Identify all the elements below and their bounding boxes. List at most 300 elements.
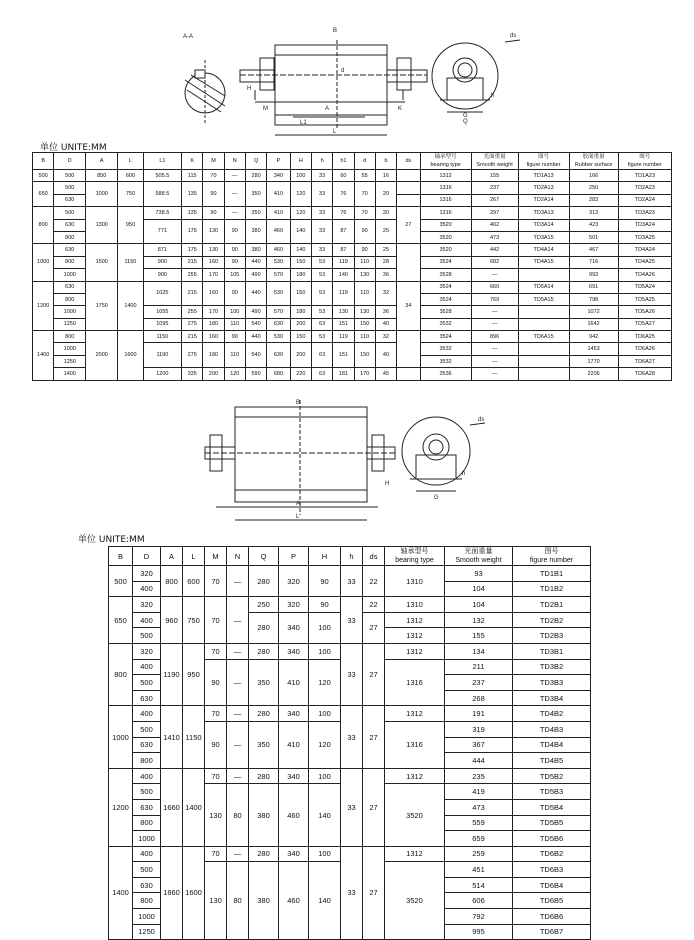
table-cell: 1190 <box>161 643 183 705</box>
table-cell: 660 <box>471 281 518 293</box>
table-cell-empty <box>397 182 420 194</box>
table-cell: TD3A15 <box>518 231 569 243</box>
table-cell: TD3B1 <box>513 643 591 659</box>
table-cell: TD4B5 <box>513 753 591 769</box>
table-cell: 501 <box>569 231 618 243</box>
table-cell-empty <box>397 194 420 206</box>
table-cell: 140 <box>333 269 354 281</box>
table-cell: 900 <box>143 256 181 268</box>
dim-d: d <box>341 68 345 74</box>
table-cell: TD6B4 <box>513 877 591 893</box>
table-cell: 130 <box>203 219 224 244</box>
table-cell: 600 <box>118 170 144 182</box>
table-cell: 410 <box>279 721 309 768</box>
table-cell: 33 <box>311 170 332 182</box>
table-cell: 1660 <box>161 768 183 846</box>
table-cell: 70 <box>205 846 227 862</box>
table-cell: TD4A15 <box>518 256 569 268</box>
table-cell: 1250 <box>133 924 161 940</box>
table-cell: 135 <box>182 207 203 219</box>
table-cell: 33 <box>341 846 363 940</box>
table-cell: 220 <box>290 368 311 380</box>
table-cell: 340 <box>279 846 309 862</box>
table-cell: 70 <box>205 597 227 644</box>
table-cell: TD6A27 <box>618 355 671 367</box>
table-cell: 320 <box>133 566 161 582</box>
table-cell: 130 <box>203 244 224 256</box>
h-A: A <box>161 547 183 566</box>
table-cell: TD2B2 <box>513 612 591 628</box>
table-cell: 27 <box>363 768 385 846</box>
table-cell: 170 <box>354 368 375 380</box>
table-cell: 400 <box>133 581 161 597</box>
table-cell: TD1B1 <box>513 566 591 582</box>
table-cell: 93 <box>445 566 513 582</box>
table-cell: 3524 <box>420 256 471 268</box>
table-cell: TD1A23 <box>618 170 671 182</box>
table-cell: TD4B4 <box>513 737 591 753</box>
table-cell: 110 <box>354 331 375 343</box>
table-cell: 570 <box>267 306 290 318</box>
table-cell: 500 <box>54 170 86 182</box>
table-cell: TD2A14 <box>518 194 569 206</box>
table-cell: 800 <box>161 566 183 597</box>
table-cell: 1400 <box>109 846 133 940</box>
table-cell: 400 <box>133 612 161 628</box>
table-row <box>109 768 591 784</box>
table-cell: 500 <box>54 182 86 194</box>
table-cell: 76 <box>333 207 354 219</box>
table-cell: 1312 <box>385 628 445 644</box>
table-cell: 200 <box>203 368 224 380</box>
table-cell: 500 <box>133 721 161 737</box>
dim-B: B <box>296 400 301 406</box>
table-cell: 1072 <box>569 306 618 318</box>
table-cell: 16 <box>375 170 396 182</box>
table-cell: 630 <box>133 799 161 815</box>
table-cell: 1150 <box>183 706 205 768</box>
table-cell: 1200 <box>143 368 181 380</box>
table-cell: TD6A26 <box>618 343 671 355</box>
table-cell: 110 <box>224 318 245 330</box>
table-cell: 181 <box>333 368 354 380</box>
table-cell: 419 <box>445 784 513 800</box>
table-cell: TD2B3 <box>513 628 591 644</box>
table-cell: 400 <box>133 706 161 722</box>
table-cell: 22 <box>363 597 385 613</box>
table-cell: 800 <box>54 256 86 268</box>
table-cell: 36 <box>375 306 396 318</box>
table-cell: 100 <box>309 846 341 862</box>
table-cell: TD5B5 <box>513 815 591 831</box>
table-cell: 500 <box>54 207 86 219</box>
table-cell: 215 <box>182 281 203 306</box>
table-cell: 150 <box>354 318 375 330</box>
table-cell: 119 <box>333 331 354 343</box>
table-cell: 798 <box>569 293 618 305</box>
table-cell: 380 <box>245 219 266 244</box>
table-cell: 63 <box>311 318 332 330</box>
table-cell: TD6B3 <box>513 862 591 878</box>
table-cell <box>518 355 569 367</box>
table-cell: — <box>471 343 518 355</box>
table-cell: 1316 <box>420 194 471 206</box>
table-cell: 150 <box>290 331 311 343</box>
dim-L: L <box>333 129 337 135</box>
table-cell: TD5A15 <box>518 293 569 305</box>
table-cell: 22 <box>363 566 385 597</box>
dim-G: G <box>434 495 439 501</box>
table-row <box>33 281 672 293</box>
table-cell: 350 <box>249 659 279 706</box>
header-text: Smooth weight <box>476 162 513 168</box>
table-cell: 100 <box>309 768 341 784</box>
table-cell: 130 <box>354 269 375 281</box>
table-cell: 1310 <box>385 566 445 597</box>
table-cell: — <box>224 207 245 219</box>
header-text: 图号 <box>538 154 550 160</box>
unit-label-1: 单位 UNITE:MM <box>40 143 107 153</box>
dim-h: h <box>491 93 495 99</box>
table-cell: 500 <box>133 784 161 800</box>
table-cell: 215 <box>182 331 203 343</box>
table-cell: 1000 <box>54 343 86 355</box>
table-cell: 950 <box>118 207 144 244</box>
table-cell: 350 <box>245 207 266 219</box>
table-cell: 155 <box>445 628 513 644</box>
table-cell: TD3B2 <box>513 659 591 675</box>
table-cell: TD2A23 <box>618 182 671 194</box>
table-cell: 90 <box>224 244 245 256</box>
table-cell: 70 <box>354 207 375 219</box>
table-cell: 750 <box>118 182 144 207</box>
table-cell: 850 <box>86 170 118 182</box>
table-cell: 473 <box>445 799 513 815</box>
table-cell: 340 <box>267 170 290 182</box>
table-cell: TD1A13 <box>518 170 569 182</box>
table-cell: 630 <box>133 877 161 893</box>
table-cell: 1000 <box>133 831 161 847</box>
h-bearing <box>420 153 471 170</box>
table-cell: TD4A24 <box>618 244 671 256</box>
table-cell: 500 <box>109 566 133 597</box>
table-cell: TD5B6 <box>513 831 591 847</box>
table-cell: 100 <box>290 170 311 182</box>
table-cell: 76 <box>333 182 354 207</box>
table-cell: 280 <box>249 566 279 597</box>
table-cell: 1312 <box>385 846 445 862</box>
table-cell: 540 <box>245 318 266 330</box>
dim-L1: L1 <box>300 120 307 126</box>
table-cell: 33 <box>341 643 363 705</box>
table-cell: 155 <box>471 170 518 182</box>
h-D: D <box>54 153 86 170</box>
table-cell: 90 <box>203 182 224 207</box>
table-cell: 255 <box>182 269 203 281</box>
table-cell: TD1B2 <box>513 581 591 597</box>
table-cell: — <box>224 170 245 182</box>
table-cell: 1400 <box>183 768 205 846</box>
h-L1: L1 <box>143 153 181 170</box>
table-cell: — <box>227 706 249 722</box>
table-cell: 90 <box>354 244 375 256</box>
table-cell: 3520 <box>420 219 471 231</box>
table-cell <box>518 318 569 330</box>
table-cell: 1250 <box>54 355 86 367</box>
table-cell: TD6B2 <box>513 846 591 862</box>
table-cell: 280 <box>249 643 279 659</box>
table-cell: 1000 <box>109 706 133 768</box>
table-row <box>33 244 672 256</box>
table-cell: 1410 <box>161 706 183 768</box>
table-cell: 200 <box>290 318 311 330</box>
table-row <box>33 182 672 194</box>
h-H: H <box>309 547 341 566</box>
dim-H: H <box>385 481 390 487</box>
table-cell: 80 <box>227 784 249 846</box>
table-cell: TD6A15 <box>518 331 569 343</box>
table-cell: 1500 <box>86 244 118 281</box>
table-cell: 36 <box>375 269 396 281</box>
table-cell: 367 <box>445 737 513 753</box>
table-cell: 1000 <box>54 306 86 318</box>
table-cell: 1150 <box>143 331 181 343</box>
table-cell: TD3B4 <box>513 690 591 706</box>
table-cell: 320 <box>279 566 309 597</box>
table-cell: 340 <box>279 612 309 643</box>
dim-B: B <box>333 28 338 34</box>
table-cell: 630 <box>54 194 86 206</box>
table-cell-empty <box>397 368 420 380</box>
h-smooth <box>471 153 518 170</box>
table-cell: 33 <box>341 706 363 768</box>
table-cell: 630 <box>54 219 86 231</box>
table-cell: 460 <box>279 784 309 846</box>
table-cell: 402 <box>471 219 518 231</box>
table-cell: 180 <box>290 306 311 318</box>
table-cell: 380 <box>249 784 279 846</box>
table-cell: 250 <box>249 597 279 613</box>
table-cell: 297 <box>471 207 518 219</box>
table-cell: 140 <box>309 862 341 940</box>
table-cell: 500 <box>133 675 161 691</box>
table-cell: — <box>227 643 249 659</box>
table-cell: 444 <box>445 753 513 769</box>
h-B: B <box>33 153 54 170</box>
table-cell: 1150 <box>118 244 144 281</box>
table-cell: 559 <box>445 815 513 831</box>
table-cell: 150 <box>290 256 311 268</box>
dim-ds: ds <box>510 33 517 39</box>
table-cell: 255 <box>182 306 203 318</box>
table-cell: 180 <box>203 318 224 330</box>
table-cell: 540 <box>245 343 266 368</box>
table-cell: 268 <box>445 690 513 706</box>
table-cell: 1400 <box>118 281 144 331</box>
table-cell: TD6B7 <box>513 924 591 940</box>
table-cell: 180 <box>290 269 311 281</box>
table-cell: 170 <box>203 306 224 318</box>
table-cell: 191 <box>445 706 513 722</box>
table-cell: TD3A25 <box>618 231 671 243</box>
table-cell: 340 <box>279 643 309 659</box>
table-cell: 119 <box>333 256 354 268</box>
table-cell: 90 <box>224 281 245 306</box>
table-cell: 135 <box>182 182 203 207</box>
table-cell: 53 <box>311 306 332 318</box>
table-cell: 1316 <box>420 207 471 219</box>
table-cell: 120 <box>224 368 245 380</box>
table-cell: 130 <box>333 306 354 318</box>
table-cell: 55 <box>354 170 375 182</box>
table-cell: — <box>471 269 518 281</box>
table-cell: 120 <box>290 207 311 219</box>
table-cell: 320 <box>133 597 161 613</box>
h-ds: ds <box>397 153 420 170</box>
h-N: N <box>227 547 249 566</box>
table-cell: 32 <box>375 331 396 343</box>
table-cell: 1750 <box>86 281 118 331</box>
table-cell: 335 <box>182 368 203 380</box>
table-cell: 140 <box>290 244 311 256</box>
table-cell: 105 <box>224 269 245 281</box>
table-cell: 45 <box>375 368 396 380</box>
table-cell: 410 <box>267 182 290 207</box>
table-cell: 120 <box>309 721 341 768</box>
table-cell: 90 <box>224 256 245 268</box>
table-cell: 130 <box>205 862 227 940</box>
table-cell: 1316 <box>385 721 445 768</box>
table-cell: 800 <box>109 643 133 705</box>
table-cell: 110 <box>354 256 375 268</box>
table-cell: TD5A27 <box>618 318 671 330</box>
table-cell: 3520 <box>385 862 445 940</box>
table-cell: 53 <box>311 331 332 343</box>
table-cell: — <box>227 846 249 862</box>
table-cell: 1000 <box>133 909 161 925</box>
table-cell: 87 <box>333 219 354 244</box>
unit-label-2: 单位 UNITE:MM <box>78 535 145 545</box>
table-cell: 1642 <box>569 318 618 330</box>
table-cell: 500 <box>33 170 54 182</box>
table-cell: 134 <box>445 643 513 659</box>
header-text: 图号 <box>544 547 559 555</box>
table-cell: 70 <box>205 643 227 659</box>
table-cell: 1770 <box>569 355 618 367</box>
table-cell: 3524 <box>420 281 471 293</box>
table-cell: 25 <box>375 219 396 244</box>
dim-h: h <box>462 471 466 477</box>
table-cell: 530 <box>267 256 290 268</box>
table-cell: 20 <box>375 182 396 207</box>
table-cell: 1400 <box>54 368 86 380</box>
dim-Q: Q <box>463 119 468 125</box>
table-cell: TD2A13 <box>518 182 569 194</box>
h-L: L <box>118 153 144 170</box>
table-cell: 1316 <box>385 659 445 706</box>
table-cell: 682 <box>471 256 518 268</box>
table-cell: 115 <box>182 170 203 182</box>
table-cell: 313 <box>569 207 618 219</box>
table-cell: 490 <box>245 269 266 281</box>
table-cell: 530 <box>267 331 290 343</box>
table-cell: 90 <box>224 331 245 343</box>
table-cell: 34 <box>397 281 420 331</box>
table-cell: 32 <box>375 281 396 306</box>
header-text: figure number <box>627 162 662 168</box>
table-cell: 606 <box>445 893 513 909</box>
h-h: h <box>311 153 332 170</box>
table-cell: 896 <box>471 331 518 343</box>
table-cell: 1312 <box>385 706 445 722</box>
table-row <box>109 566 591 582</box>
table-cell: 140 <box>290 219 311 244</box>
table-cell: 1312 <box>420 170 471 182</box>
table-cell: TD5B3 <box>513 784 591 800</box>
table-cell: 320 <box>279 597 309 613</box>
table-cell: 40 <box>375 343 396 368</box>
table-cell: 150 <box>354 343 375 368</box>
table-cell: 800 <box>33 207 54 244</box>
table-cell: — <box>227 597 249 644</box>
table-cell: 400 <box>133 846 161 862</box>
pulley-drawing-plain <box>200 395 500 530</box>
header-text: bearing type <box>430 162 461 168</box>
table-cell: 1312 <box>385 612 445 628</box>
table-cell-empty <box>397 331 420 368</box>
table-cell: 340 <box>279 706 309 722</box>
table-cell: 800 <box>133 815 161 831</box>
h-N: N <box>224 153 245 170</box>
table-cell: TD5A26 <box>618 306 671 318</box>
table-cell: 400 <box>133 659 161 675</box>
table-cell: 769 <box>471 293 518 305</box>
table-cell: — <box>227 659 249 706</box>
h-M: M <box>203 153 224 170</box>
table-cell: 505.5 <box>143 170 181 182</box>
table-cell: 27 <box>363 612 385 643</box>
table-cell: 691 <box>569 281 618 293</box>
table-row <box>109 706 591 722</box>
table-cell: 2000 <box>86 331 118 381</box>
h-D: D <box>133 547 161 566</box>
table-cell: 320 <box>133 643 161 659</box>
table-cell: 27 <box>397 207 420 244</box>
table-cell: 771 <box>143 219 181 244</box>
table-cell: 600 <box>183 566 205 597</box>
table-cell: 70 <box>205 706 227 722</box>
table-cell: 33 <box>311 207 332 219</box>
table-cell: TD3A23 <box>618 207 671 219</box>
dim-K: K <box>398 106 403 112</box>
table-cell: TD5B4 <box>513 799 591 815</box>
table-cell: 140 <box>309 784 341 846</box>
table-row <box>109 643 591 659</box>
table-cell: 960 <box>161 597 183 644</box>
table-cell: 200 <box>290 343 311 368</box>
table-cell: 70 <box>205 566 227 597</box>
table-cell: 340 <box>279 768 309 784</box>
header-text: 轴承型号 <box>400 547 429 555</box>
table-cell: 28 <box>375 256 396 268</box>
spec-table-1 <box>32 152 672 381</box>
table-cell: 70 <box>203 170 224 182</box>
table-cell: 211 <box>445 659 513 675</box>
table-cell: 460 <box>279 862 309 940</box>
table-cell: 1312 <box>385 643 445 659</box>
table-cell: TD3A14 <box>518 219 569 231</box>
table-cell: 500 <box>133 628 161 644</box>
